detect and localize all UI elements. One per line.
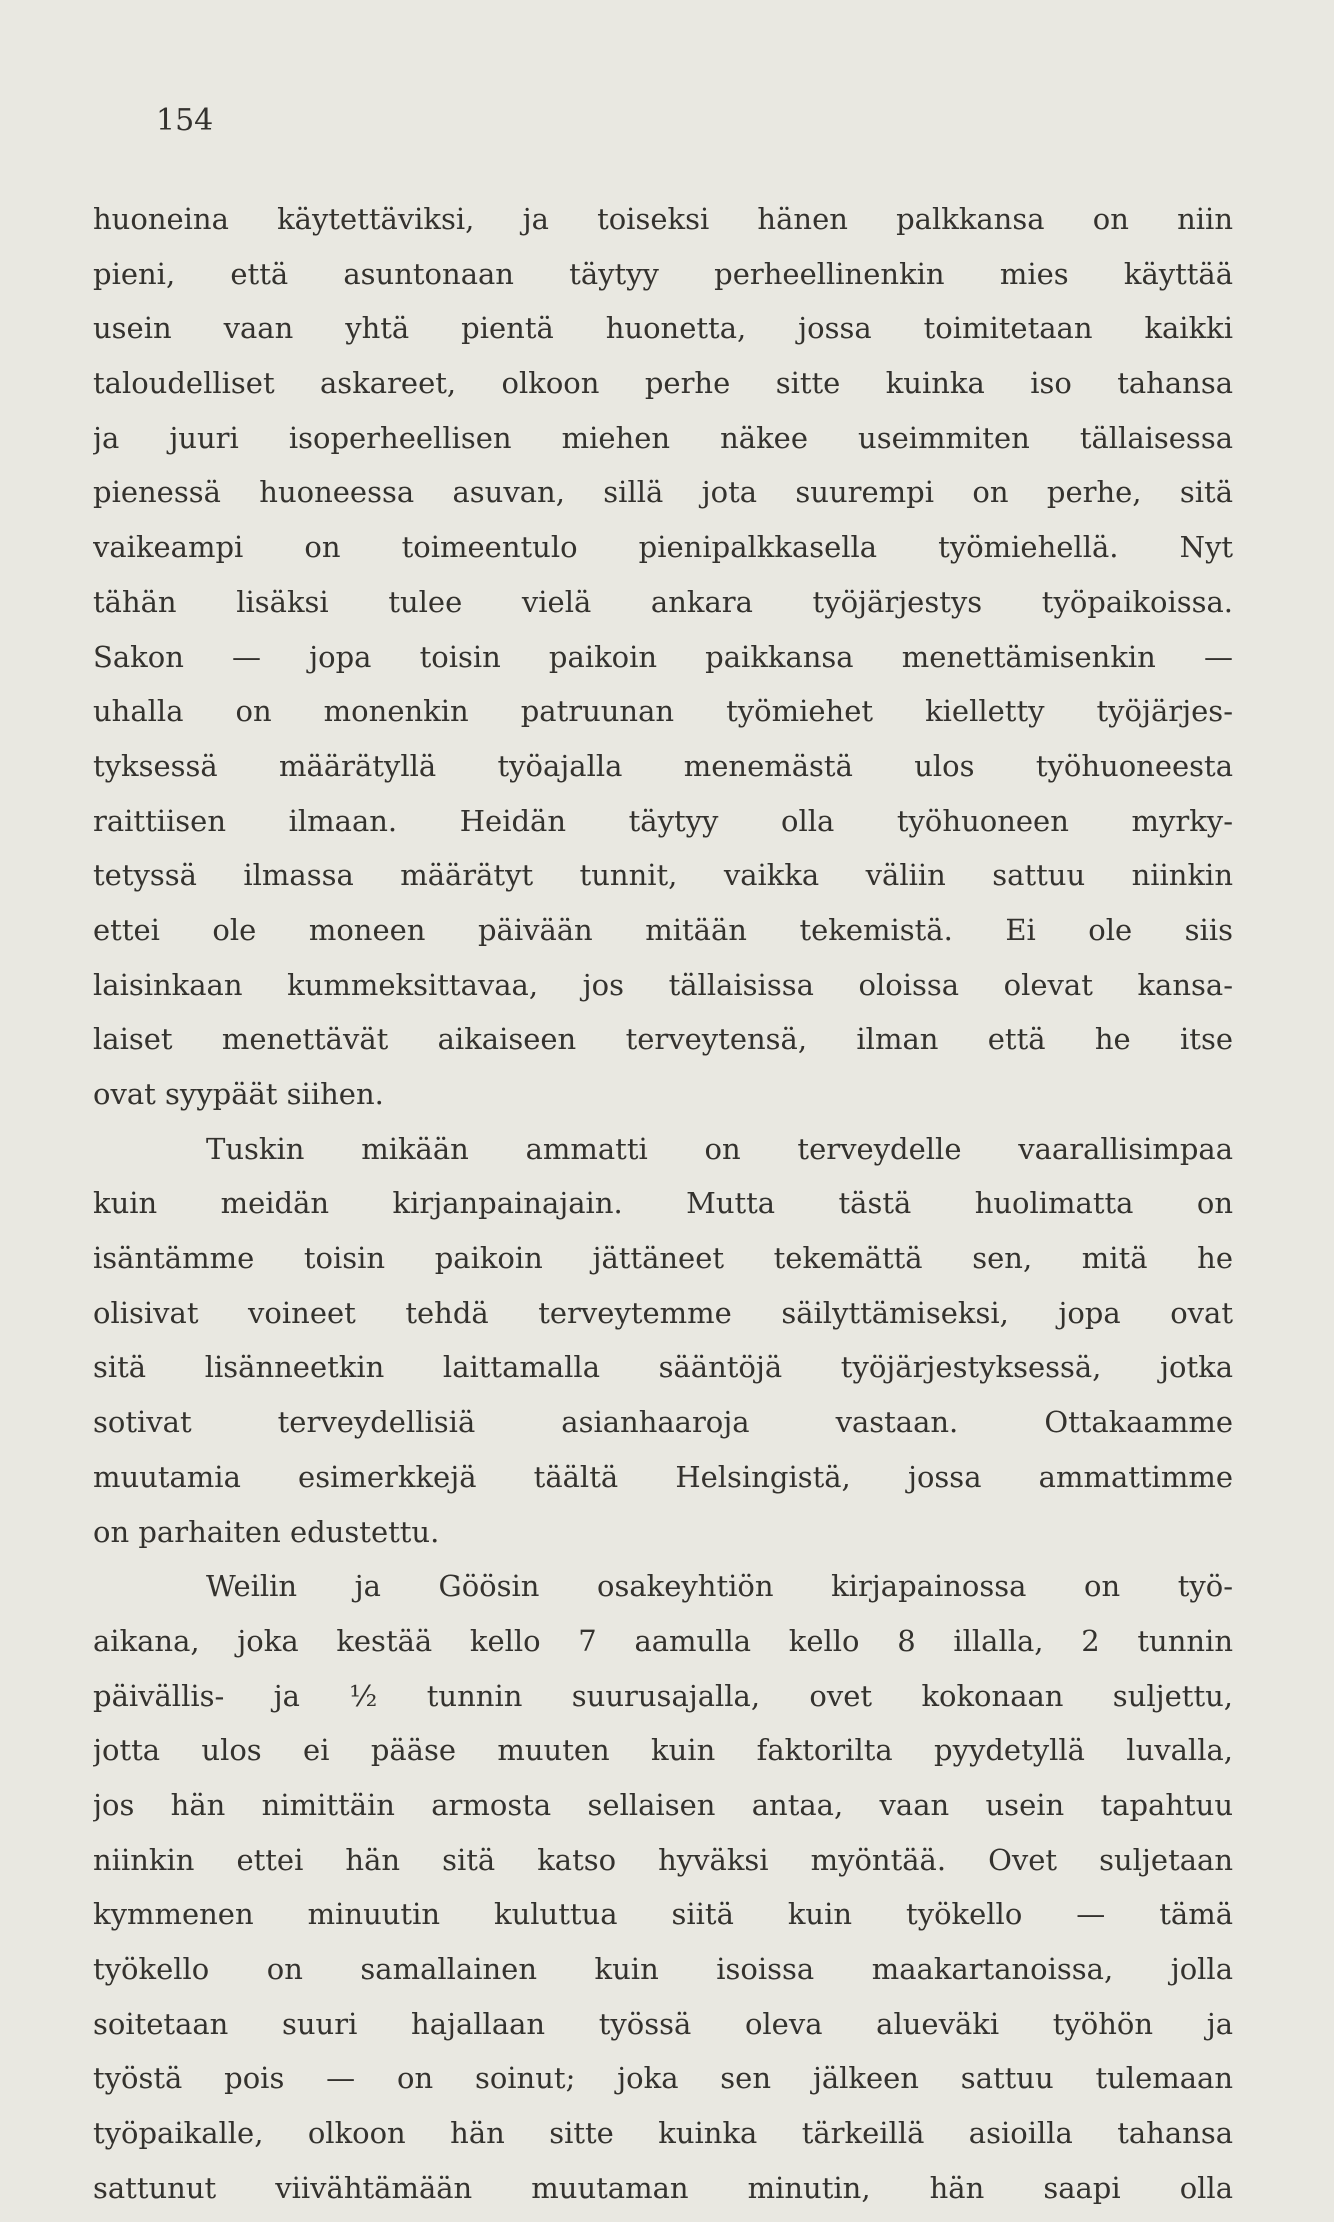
paragraph [93,1559,1233,2215]
text-line: tähän lisäksi tulee vielä ankara työjärjestys työpaikoissa. [93,584,1233,619]
text-line: usein vaan yhtä pientä huonetta, jossa toimitetaan kaikki [93,311,1233,346]
text-line: ettei ole moneen päivään mitään tekemistä. Ei ole siis [93,912,1233,947]
page-number: 154 [156,103,214,138]
text-line: niinkin ettei hän sitä katso hyväksi myöntää. Ovet suljetaan [93,1842,1233,1877]
text-line: jotta ulos ei pääse muuten kuin faktorilta pyydetyllä luvalla, [93,1733,1233,1768]
text-line: Tuskin mikään ammatti on terveydelle vaarallisimpaa [206,1131,1233,1166]
text-line: työstä pois — on soinut; joka sen jälkeen sattuu tulemaan [93,2061,1233,2096]
text-line: sotivat terveydellisiä asianhaaroja vastaan. Ottakaamme [93,1405,1233,1440]
text-line: tetyssä ilmassa määrätyt tunnit, vaikka väliin sattuu niinkin [93,858,1233,893]
text-line: päivällis- ja ½ tunnin suurusajalla, ovet kokonaan suljettu, [93,1678,1233,1713]
text-line: ja juuri isoperheellisen miehen näkee useimmiten tällaisessa [93,420,1233,455]
text-line: laisinkaan kummeksittavaa, jos tällaisissa oloissa olevat kansa- [93,967,1233,1002]
text-line: kuin meidän kirjanpainajain. Mutta tästä huolimatta on [93,1186,1233,1221]
paragraph [93,192,1233,1122]
body-text [93,192,1233,2215]
text-line: sitä lisänneetkin laittamalla sääntöjä työjärjestyksessä, jotka [93,1350,1233,1385]
text-line: sattunut viivähtämään muutaman minutin, hän saapi olla [93,2170,1233,2205]
text-line: kymmenen minuutin kuluttua siitä kuin työkello — tämä [93,1897,1233,1932]
text-line: työkello on samallainen kuin isoissa maakartanoissa, jolla [93,1952,1233,1986]
text-line: aikana, joka kestää kello 7 aamulla kello 8 illalla, 2 tunnin [93,1623,1233,1658]
text-line: isäntämme toisin paikoin jättäneet tekemättä sen, mitä he [93,1241,1233,1276]
text-line: huoneina käytettäviksi, ja toiseksi hänen palkkansa on niin [93,202,1233,236]
text-line: Sakon — jopa toisin paikoin paikkansa menettämisenkin — [93,639,1233,674]
text-line: jos hän nimittäin armosta sellaisen antaa, vaan usein tapahtuu [93,1787,1233,1822]
text-line: uhalla on monenkin patruunan työmiehet kielletty työjärjes- [93,694,1233,729]
text-line: soitetaan suuri hajallaan työssä oleva alueväki työhön ja [93,2006,1233,2041]
text-line: ovat syypäät siihen. [93,1077,384,1111]
text-line: pienessä huoneessa asuvan, sillä jota suurempi on perhe, sitä [93,475,1233,510]
text-line: vaikeampi on toimeentulo pienipalkkasella työmiehellä. Nyt [93,530,1233,565]
text-line: työpaikalle, olkoon hän sitte kuinka tärkeillä asioilla tahansa [93,2116,1233,2151]
text-line: pieni, että asuntonaan täytyy perheellinenkin mies käyttää [93,256,1233,291]
text-line: Weilin ja Göösin osakeyhtiön kirjapainossa on työ- [206,1569,1233,1604]
text-line: raittiisen ilmaan. Heidän täytyy olla työhuoneen myrky- [93,803,1233,838]
text-line: olisivat voineet tehdä terveytemme säilyttämiseksi, jopa ovat [93,1295,1233,1330]
text-line: taloudelliset askareet, olkoon perhe sitte kuinka iso tahansa [93,366,1233,401]
text-line: tyksessä määrätyllä työajalla menemästä ulos työhuoneesta [93,748,1233,783]
text-line: on parhaiten edustettu. [93,1514,440,1549]
paragraph [93,1122,1233,1560]
text-line: muutamia esimerkkejä täältä Helsingistä, jossa ammattimme [93,1459,1233,1494]
text-line: laiset menettävät aikaiseen terveytensä, ilman että he itse [93,1022,1233,1057]
